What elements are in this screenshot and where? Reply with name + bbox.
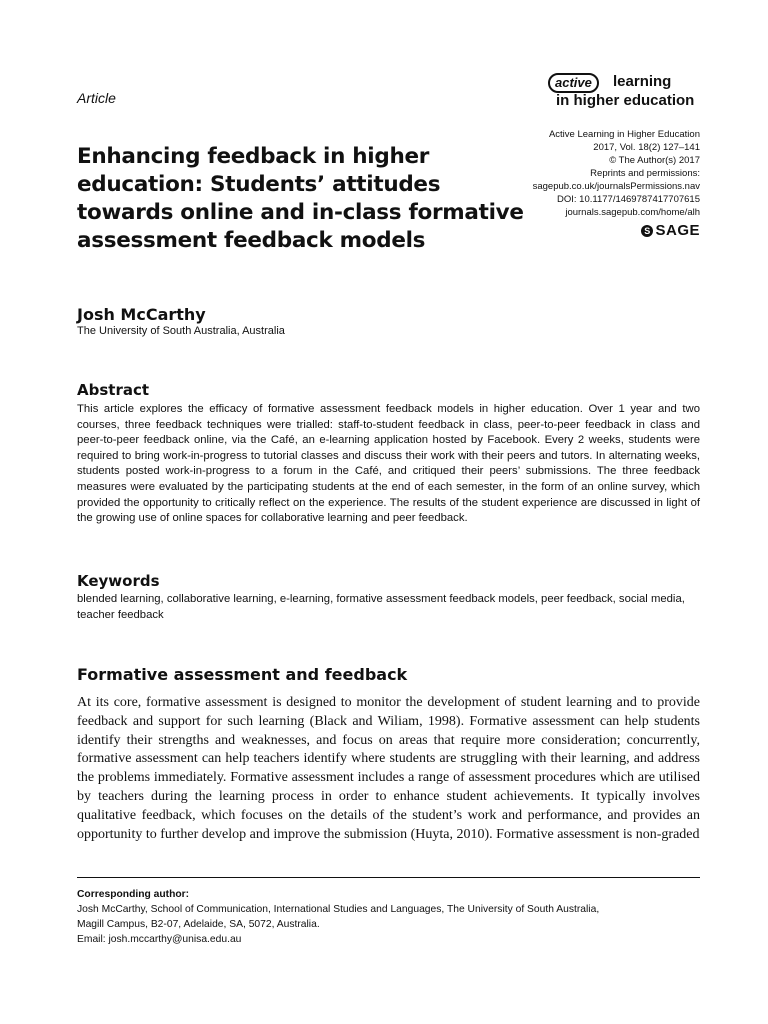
publisher-logo <box>641 222 700 239</box>
footnote-divider <box>77 877 700 878</box>
logo-word-higher-education: in higher education <box>556 92 695 109</box>
publisher-name: SAGE <box>655 222 700 239</box>
meta-volume: 2017, Vol. 18(2) 127–141 <box>593 142 700 153</box>
author-name: Josh McCarthy <box>77 305 206 324</box>
logo-pill: active <box>548 73 599 93</box>
journal-metadata <box>533 128 700 219</box>
meta-journal-name: Active Learning in Higher Education <box>548 129 700 140</box>
sage-icon: S <box>641 225 653 237</box>
corresponding-author-note <box>77 887 700 947</box>
keywords-heading: Keywords <box>77 572 160 590</box>
meta-permissions-link[interactable]: sagepub.co.uk/journalsPermissions.nav <box>532 181 700 192</box>
logo-word-learning: learning <box>613 73 672 90</box>
keywords-text: blended learning, collaborative learning, e-learning, formative assessment feedback models, peer feedback, social media, teacher feedback <box>77 593 685 621</box>
section-heading: Formative assessment and feedback <box>77 665 408 684</box>
corresponding-author-campus: Magill Campus, B2-07, Adelaide, SA, 5072, Australia. <box>77 919 320 930</box>
section-body-text: At its core, formative assessment is designed to monitor the development of student learning and to provide feedback and support for such learning (Black and Wiliam, 1998). Formative assessment can help students identify their strengths and weaknesses, and focus on areas that require more consideration; concurrently, formative assessment can help teachers identify where students are struggling with their learning, and address the problems immediately. Formative assessment includes a range of assessment procedures which are utilised by teachers during the learning process in order to enhance student achievements. It typically involves qualitative feedback, which focuses on the details of the student’s work and performance, and provides an opportunity to further develop and improve the submission (Huyta, 2010). Formative assessment is non-graded <box>77 695 700 842</box>
abstract-heading: Abstract <box>77 381 150 399</box>
meta-copyright: © The Author(s) 2017 <box>609 155 700 166</box>
meta-reprints: Reprints and permissions: <box>590 168 700 179</box>
corresponding-author-address: Josh McCarthy, School of Communication, International Studies and Languages, The University of South Australia, <box>77 904 600 915</box>
meta-journal-link[interactable]: journals.sagepub.com/home/alh <box>565 207 700 218</box>
corresponding-author-email[interactable]: Email: josh.mccarthy@unisa.edu.au <box>77 934 242 945</box>
author-affiliation: The University of South Australia, Australia <box>77 325 285 337</box>
meta-doi[interactable]: DOI: 10.1177/1469787417707615 <box>557 194 700 205</box>
journal-logo <box>548 70 708 110</box>
article-type-label: Article <box>77 90 116 106</box>
corresponding-author-label: Corresponding author: <box>77 889 190 900</box>
abstract-text: This article explores the efficacy of formative assessment feedback models in higher education. Over 1 year and two courses, three feedback techniques were trialled: staff-to-student feedback in class, peer-to-peer feedback in class and peer-to-peer feedback online, via the Café, an e-learning application hosted by Facebook. Every 2 weeks, students were required to bring work-in-progress to tutorial classes and discuss their work with their peers and tutors. In alternating weeks, students posted work-in-progress to a forum in the Café, and critiqued their peers’ submissions. The three feedback measures were evaluated by the participating students at the end of each semester, in the form of an online survey, which provided the opportunity to critically reflect on the experience. The results of the student experience are discussed in light of the growing use of online spaces for collaborative learning and peer feedback. <box>77 403 700 525</box>
article-title: Enhancing feedback in higher education: Students’ attitudes towards online and in-class formative assessment feedback models <box>77 144 524 253</box>
